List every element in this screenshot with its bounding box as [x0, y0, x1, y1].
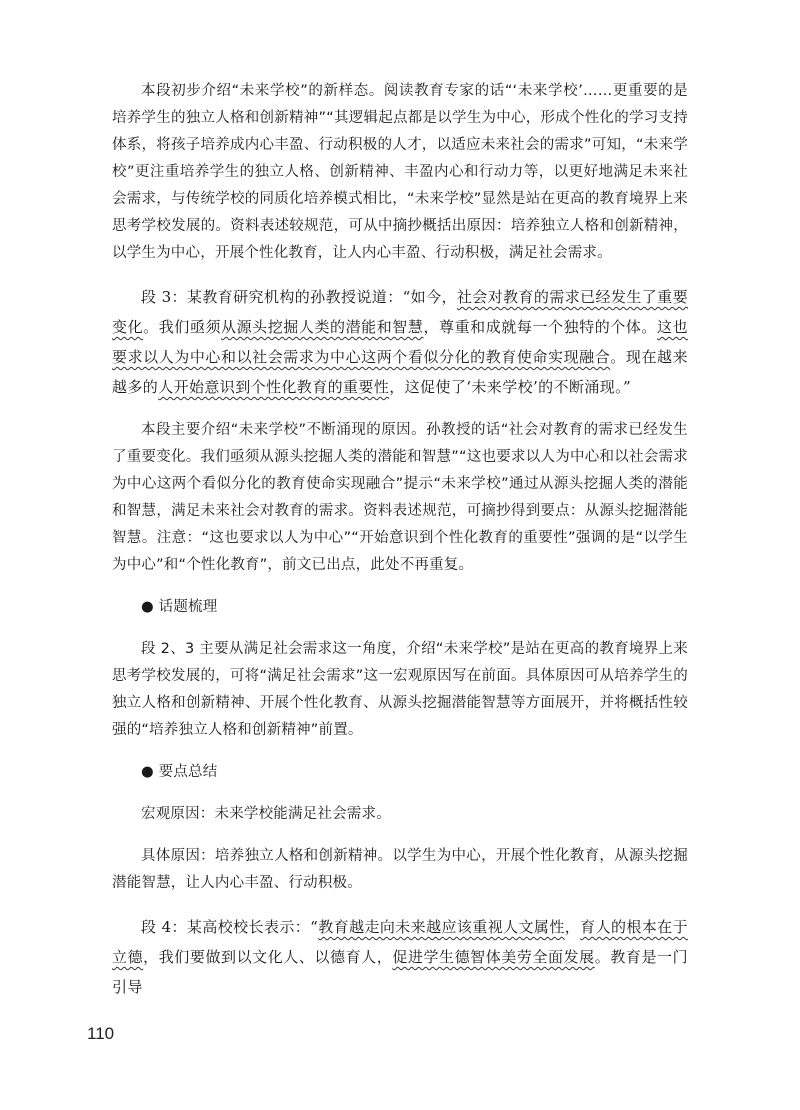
quote-text: ，尊重和成就每一个独特的个体。 [423, 318, 657, 336]
document-body [112, 78, 688, 1002]
quote-text: ，这促使了‘未来学校’的不断涌现。” [389, 378, 632, 396]
underlined-key-point: 从源头挖掘人类的潜能和智慧 [221, 318, 424, 336]
underlined-key-point: 社会对教育的需求已经发生了重要变化 [112, 288, 688, 336]
analysis-paragraph-1: 本段初步介绍“未来学校”的新样态。阅读教育专家的话“‘未来学校’……更重要的是培养学生的独立人格和创新精神”“其逻辑起点都是以学生为中心，形成个性化的学习支持体系，将孩子培养成内心丰盈、行动积极的人才，以适应未来社会的需求”可知，“未来学校”更注重培养学生的独立人格、创新精神、丰盈内心和行动力等，以更好地满足未来社会需求，与传统学校的同质化培养模式相比，“未来学校”显然是站在更高的教育境界上来思考学校发展的。资料表述较规范，可从中摘抄概括出原因：培养独立人格和创新精神，以学生为中心，开展个性化教育，让人内心丰盈、行动积极，满足社会需求。 [112, 83, 688, 261]
quote-text: ，我们要做到以文化人、以德育人， [143, 948, 393, 966]
underlined-key-point: 教育越走向未来越应该重视人文属性 [318, 918, 565, 936]
summary-specific-reason: 具体原因：培养独立人格和创新精神。以学生为中心，开展个性化教育，从源头挖掘潜能智慧，让人内心丰盈、行动积极。 [112, 848, 688, 891]
source-paragraph-4 [112, 912, 688, 1002]
quote-text: 段 3：某教育研究机构的孙教授说道：“如今， [141, 288, 457, 306]
page-number: 110 [87, 1024, 115, 1043]
analysis-paragraph-2: 本段主要介绍“未来学校”不断涌现的原因。孙教授的话“社会对教育的需求已经发生了重要变化。我们亟须从源头挖掘人类的潜能和智慧”“这也要求以人为中心和以社会需求为中心这两个看似分化的教育使命实现融合”提示“未来学校”通过从源头挖掘人类的潜能和智慧，满足未来社会对教育的需求。资料表述规范，可摘抄得到要点：从源头挖掘潜能智慧。注意：“这也要求以人为中心”“开始意识到个性化教育的重要性”强调的是“以学生为中心”和“个性化教育”，前文已出点，此处不再重复。 [112, 422, 688, 573]
quote-text: 段 4：某高校校长表示：“ [141, 918, 319, 936]
quote-text: ， [564, 918, 581, 936]
summary-macro-reason: 宏观原因：未来学校能满足社会需求。 [141, 806, 391, 822]
quote-text: 。我们亟须 [143, 318, 222, 336]
underlined-key-point: 育人的根本在于立德 [112, 918, 688, 966]
topic-paragraph: 段 2、3 主要从满足社会需求这一角度，介绍“未来学校”是站在更高的教育境界上来思考学校发展的，可将“满足社会需求”这一宏观原因写在前面。具体原因可从培养学生的独立人格和创新精神、开展个性化教育、从源头挖掘潜能智慧等方面展开，并将概括性较强的“培养独立人格和创新精神”前置。 [112, 641, 688, 738]
underlined-key-point: 促进学生德智体美劳全面发展 [392, 948, 595, 966]
underlined-key-point: 人开始意识到个性化教育的重要性 [158, 378, 390, 396]
section-heading-summary: ● 要点总结 [141, 764, 218, 780]
quote-text: 。教育是一门引导 [112, 948, 689, 996]
section-heading-topic: ● 话题梳理 [141, 599, 218, 615]
quote-text: 。现在越来越多的 [112, 348, 688, 396]
underlined-key-point: 这也要求以人为中心和以社会需求为中心这两个看似分化的教育使命实现融合 [112, 318, 688, 366]
source-paragraph-3 [112, 282, 688, 402]
